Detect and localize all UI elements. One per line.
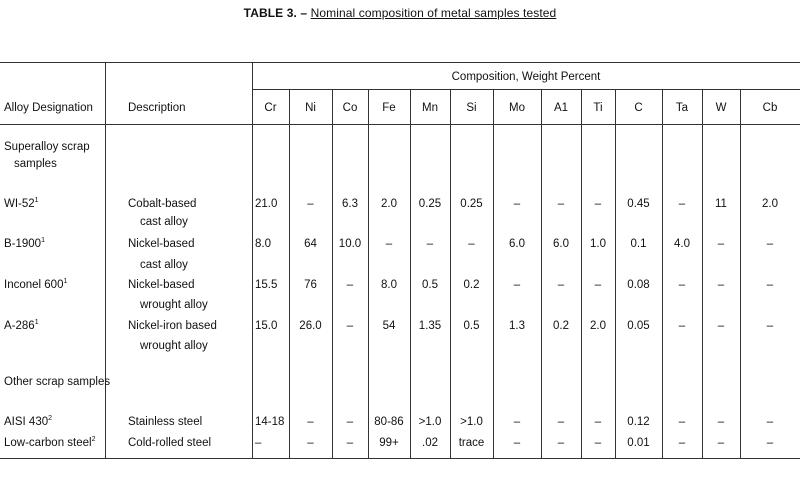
col-sep-desc xyxy=(252,62,253,458)
element-header-si: Si xyxy=(466,102,477,114)
table-subject: Nominal composition of metal samples tested xyxy=(310,6,557,20)
col-sep-w xyxy=(702,90,703,458)
top-rule xyxy=(0,62,800,63)
table-cell: – xyxy=(513,416,521,428)
col-sep-fe xyxy=(368,90,369,458)
element-header-a1: A1 xyxy=(553,102,569,114)
table-cell: 0.5 xyxy=(422,279,438,291)
table-cell: – xyxy=(594,279,602,291)
table-cell: – xyxy=(717,279,725,291)
table-cell: >1.0 xyxy=(418,416,442,428)
footnote-marker: 2 xyxy=(48,415,53,422)
table-cell: – xyxy=(346,416,354,428)
footnote-marker: 1 xyxy=(63,278,68,285)
table-cell: – xyxy=(557,198,565,210)
table-cell: >1.0 xyxy=(460,416,483,428)
col-sep-a1 xyxy=(541,90,542,458)
table-cell: – xyxy=(346,279,354,291)
table-cell: – xyxy=(594,416,602,428)
table-cell: 2.0 xyxy=(590,320,606,332)
table-cell: .02 xyxy=(422,437,438,449)
table-cell: 1.35 xyxy=(418,320,442,332)
table-cell: – xyxy=(678,320,686,332)
table-cell: 21.0 xyxy=(255,198,278,210)
table-cell: – xyxy=(766,437,774,449)
col-sep-ti xyxy=(581,90,582,458)
table-cell: 54 xyxy=(382,320,396,332)
table-cell: – xyxy=(594,437,602,449)
description-header: Description xyxy=(128,102,186,114)
table-cell: – xyxy=(717,320,725,332)
table-cell: 8.0 xyxy=(255,238,271,250)
table-cell: 6.0 xyxy=(553,238,569,250)
table-cell: 4.0 xyxy=(674,238,690,250)
table-cell: – xyxy=(766,320,774,332)
table-cell: – xyxy=(513,437,521,449)
element-header-ti: Ti xyxy=(593,102,603,114)
table-caption: TABLE 3. – xyxy=(243,6,308,20)
col-sep-alloy xyxy=(105,62,106,458)
description-line1: Stainless steel xyxy=(128,416,203,428)
header-rule xyxy=(0,124,800,125)
description-line2: cast alloy xyxy=(140,216,188,228)
alloy-header: Alloy Designation xyxy=(4,102,93,114)
table-cell: 14-18 xyxy=(255,416,285,428)
table-cell: – xyxy=(717,437,725,449)
alloy-name: Low-carbon steel$^2$ xyxy=(4,436,96,449)
table-cell: – xyxy=(678,437,686,449)
table-cell: – xyxy=(557,416,565,428)
table-cell: 8.0 xyxy=(381,279,397,291)
col-sep-mo xyxy=(493,90,494,458)
table-cell: – xyxy=(307,198,314,210)
col-sep-ta xyxy=(662,90,663,458)
element-header-c: C xyxy=(634,102,643,114)
element-header-co: Co xyxy=(342,102,358,114)
table-cell: 15.5 xyxy=(255,279,278,291)
table-cell: 0.01 xyxy=(627,437,650,449)
description-line1: Nickel-iron based xyxy=(128,320,217,332)
element-header-mn: Mn xyxy=(422,102,438,114)
footnote-marker: 1 xyxy=(41,237,45,244)
section-other: Other scrap samples xyxy=(4,376,111,388)
col-sep-si xyxy=(450,90,451,458)
table-cell: 76 xyxy=(304,279,317,291)
description-line2: wrought alloy xyxy=(140,299,208,311)
table-cell: 0.25 xyxy=(460,198,483,210)
table-cell: 6.3 xyxy=(342,198,358,210)
table-cell: 0.05 xyxy=(627,320,650,332)
table-cell: – xyxy=(426,238,434,250)
table-cell: – xyxy=(346,320,354,332)
table-cell: 99+ xyxy=(379,437,399,449)
table-cell: – xyxy=(255,437,262,449)
table-cell: 0.45 xyxy=(627,198,650,210)
table-cell: 0.12 xyxy=(627,416,650,428)
table-cell: – xyxy=(557,279,565,291)
col-sep-cb xyxy=(740,90,741,458)
element-header-ta: Ta xyxy=(675,102,689,114)
footnote-marker: 1 xyxy=(34,197,39,204)
element-header-cr: Cr xyxy=(264,102,277,114)
description-line1: Cobalt-based xyxy=(128,198,197,210)
alloy-name: $WI-52^1$ xyxy=(4,197,39,210)
table-cell: 0.25 xyxy=(418,198,442,210)
description-line1: Cold-rolled steel xyxy=(128,437,212,449)
table-cell: 2.0 xyxy=(762,198,778,210)
footnote-marker: 2 xyxy=(91,436,96,443)
alloy-name: B-1900$^1$ xyxy=(4,237,45,250)
table-title xyxy=(0,6,800,20)
table-cell: 1.3 xyxy=(509,320,525,332)
table-cell: 1.0 xyxy=(590,238,606,250)
alloy-name: $A-286^1$ xyxy=(4,319,39,332)
description-line1: Nickel-based xyxy=(128,238,195,250)
composition-header: Composition, Weight Percent xyxy=(451,71,601,83)
table-cell: – xyxy=(557,437,565,449)
element-header-fe: Fe xyxy=(382,102,396,114)
table-cell: – xyxy=(766,238,774,250)
element-header-ni: Ni xyxy=(305,102,316,114)
col-sep-ni xyxy=(289,90,290,458)
table-cell: 26.0 xyxy=(299,320,322,332)
description-line2: cast alloy xyxy=(140,259,188,271)
table-cell: 0.08 xyxy=(627,279,650,291)
table-cell: 11 xyxy=(715,198,727,210)
table-cell: 0.1 xyxy=(630,238,647,250)
table-cell: – xyxy=(307,437,314,449)
table-cell: 0.2 xyxy=(463,279,480,291)
section-superalloy-line2: samples xyxy=(14,158,57,170)
table-cell: – xyxy=(594,198,602,210)
footnote-marker: 1 xyxy=(34,319,39,326)
element-header-cb: Cb xyxy=(762,102,778,114)
table-cell: – xyxy=(766,279,774,291)
table-cell: – xyxy=(385,238,393,250)
table-cell: trace xyxy=(458,437,485,449)
table-cell: 64 xyxy=(304,238,317,250)
table-cell: 10.0 xyxy=(338,238,362,250)
table-cell: 6.0 xyxy=(509,238,525,250)
description-line2: wrought alloy xyxy=(140,340,208,352)
col-sep-co xyxy=(332,90,333,458)
table-cell: – xyxy=(513,198,521,210)
table-cell: – xyxy=(717,238,725,250)
table-cell: – xyxy=(513,279,521,291)
table-cell: 2.0 xyxy=(381,198,397,210)
table-cell: – xyxy=(766,416,774,428)
table-cell: 80-86 xyxy=(374,416,404,428)
table-cell: – xyxy=(678,416,686,428)
table-cell: – xyxy=(678,279,686,291)
description-line1: Nickel-based xyxy=(128,279,195,291)
section-superalloy-line1: Superalloy scrap xyxy=(4,141,90,153)
element-header-mo: Mo xyxy=(509,102,525,114)
composition-rule xyxy=(252,89,800,90)
alloy-name: Inconel $600^1$ xyxy=(4,278,68,291)
bottom-rule xyxy=(0,458,800,459)
table-cell: – xyxy=(468,238,475,250)
col-sep-mn xyxy=(410,90,411,458)
table-cell: 0.2 xyxy=(553,320,569,332)
table-cell: 15.0 xyxy=(255,320,278,332)
table-cell: – xyxy=(346,437,354,449)
table-cell: – xyxy=(678,198,686,210)
col-sep-c xyxy=(615,90,616,458)
alloy-name: AISI $430^2$ xyxy=(4,415,53,428)
table-cell: – xyxy=(717,416,725,428)
element-header-w: W xyxy=(715,102,727,114)
table-cell: 0.5 xyxy=(463,320,480,332)
table-cell: – xyxy=(307,416,314,428)
